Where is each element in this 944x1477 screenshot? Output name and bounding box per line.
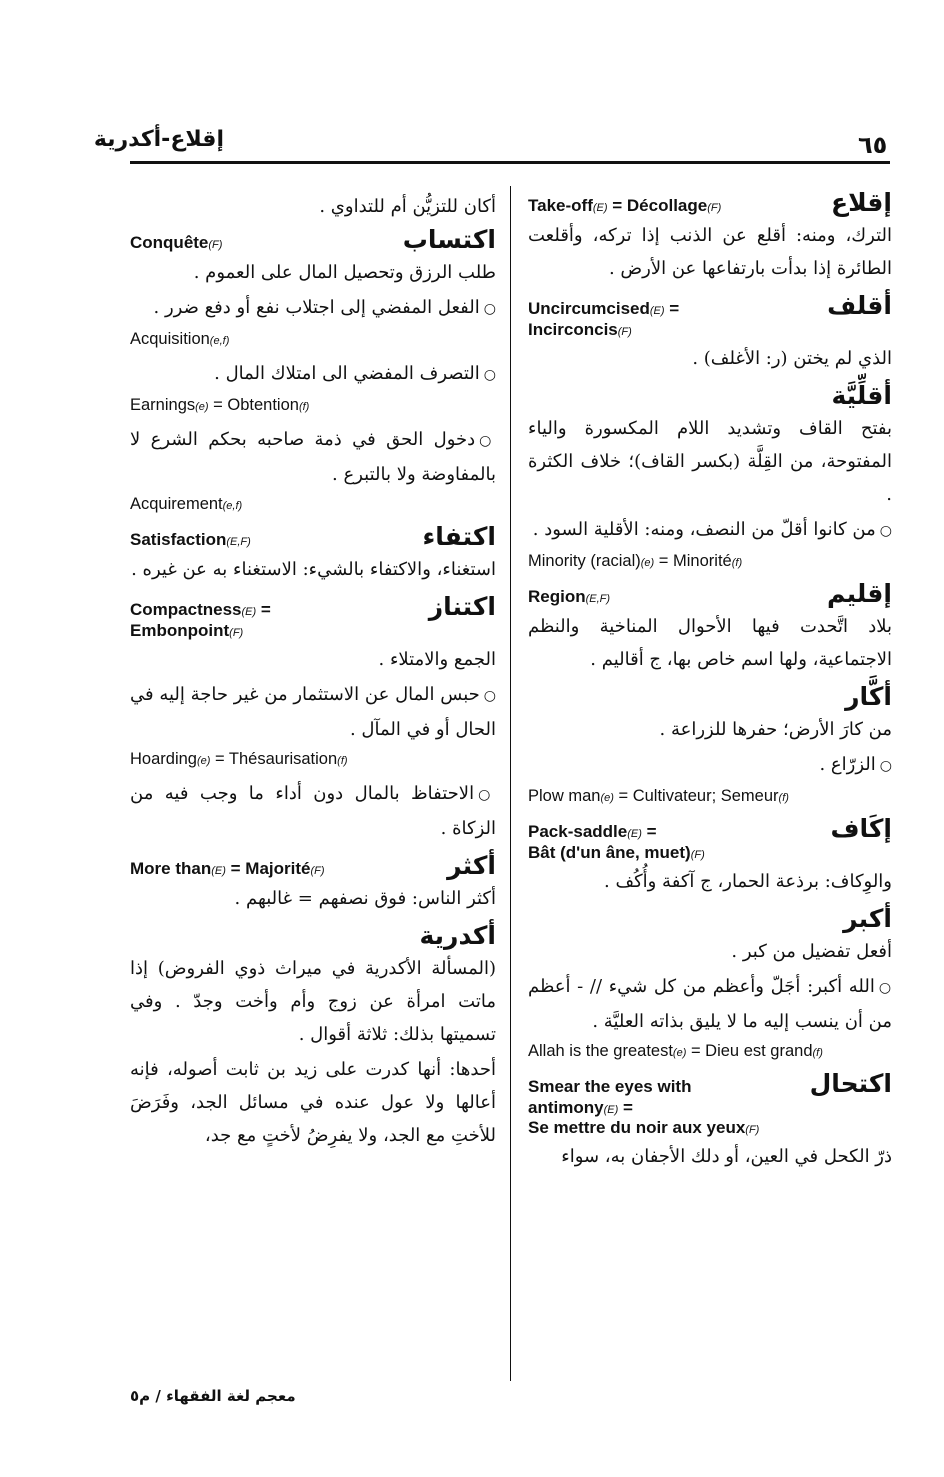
sub-definition: ○ الاحتفاظ بالمال دون أداء ما وجب فيه من الزكاة . [130,777,496,845]
latin-equivalent: Allah is the greatest(e) = Dieu est grand(f) [528,1042,823,1060]
header-rule [130,161,890,164]
entry-akbar [528,904,892,1061]
page-number: ٦٥ [858,131,888,159]
headword: أقلِّيَّة [831,381,892,410]
definition: من كارَ الأرض؛ حفرها للزراعة . [659,719,892,740]
entry-ikaf [528,814,892,898]
latin-term: Satisfaction(E,F) [130,530,251,549]
headword: اكتناز [428,592,496,621]
definition-continued: أحدها: أنها كدرت على زيد بن ثابت أصوله، فإنه أعالها ولا عول عنده في مسائل الجد، وفَرَضَ للأختِ مع الجد، ولا يفرِضُ لأختٍ مع جد، [130,1059,496,1146]
sub-definition: ○ حبس المال عن الاستثمار من غير حاجة إليه في الحال أو في المآل . [130,678,496,746]
entry-iktifa [130,522,496,586]
footer-signature: معجم لغة الفقهاء / م٥ [130,1387,296,1405]
definition: (المسألة الأكدرية في ميراث ذوي الفروض) إذا ماتت امرأة عن زوج وأم وأخت وجدّ . وفي تسميتها بذلك: ثلاثة أقوال . [130,958,496,1045]
sub-definition: ○ من كانوا أقلّ من النصف، ومنه: الأقلية السود . [528,513,892,548]
latin-term-2: Bât (d'un âne, muet)(F) [528,843,705,862]
latin-equivalent: Minority (racial)(e) = Minorité(f) [528,552,743,570]
latin-equivalent: Hoarding(e) = Thésaurisation(f) [130,750,348,768]
entry-iktisab [130,225,496,514]
latin-equivalent: Plow man(e) = Cultivateur; Semeur(f) [528,787,789,805]
headword: إقليم [827,579,892,608]
running-title: إقلاع-أكدرية [93,127,224,152]
definition: بفتح القاف وتشديد اللام المكسورة والياء المفتوحة، من القِلَّة (بكسر القاف)؛ خلاف الكثرة . [528,418,892,505]
left-column [130,188,496,1158]
latin-term: Uncircumcised(E) = [528,299,680,318]
sub-definition: ○ دخول الحق في ذمة صاحبه بحكم الشرع لا بالمفاوضة ولا بالتبرع . [130,423,496,491]
column-divider [510,186,511,1381]
latin-term: Pack-saddle(E) = [528,822,657,841]
headword: أكدرية [419,921,496,950]
latin-term-3: Se mettre du noir aux yeux(F) [528,1118,760,1137]
sub-definition: ○ الفعل المفضي إلى اجتلاب نفع أو دفع ضرر . [130,291,496,326]
headword: اكتفاء [422,522,496,551]
entry-aqalliyya [528,381,892,571]
latin-equivalent: Acquisition(e,f) [130,330,230,348]
latin-term-2: antimony(E) = [528,1098,633,1117]
latin-term: Smear the eyes with [528,1077,692,1096]
entry-akkar [528,682,892,806]
entry-iqlaa [528,188,892,285]
entry-akthar [130,851,496,915]
latin-equivalent: Earnings(e) = Obtention(f) [130,396,310,414]
definition: الذي لم يختن (ر: الأغلف) . [692,348,892,369]
entry-iktihal [528,1069,892,1173]
definition: ذرّ الكحل في العين، أو دلك الأجفان به، سواء [561,1146,892,1167]
headword: إقلاع [831,188,892,217]
entry-iqlim [528,579,892,676]
definition: أفعل تفضيل من كبر . [731,941,892,962]
definition: والوِكاف: برذعة الحمار، ج آكفة وأُكُف . [604,871,892,892]
headword: اكتساب [402,225,496,254]
definition: استغناء، والاكتفاء بالشيء: الاستغناء به عن غيره . [131,559,496,580]
definition: أكثر الناس: فوق نصفهم = غالبهم . [234,888,496,909]
headword: أكَّار [845,682,892,711]
latin-term: More than(E) = Majorité(F) [130,859,325,878]
headword: أكثر [447,851,496,880]
headword: إكَاف [830,814,892,843]
latin-term-2: Embonpoint(F) [130,621,244,640]
latin-term: Take-off(E) = Décollage(F) [528,196,722,215]
headword: اكتحال [809,1069,892,1098]
latin-term: Compactness(E) = [130,600,271,619]
right-column [528,188,892,1179]
latin-term: Conquête(F) [130,233,223,252]
definition: الترك، ومنه: أقلع عن الذنب إذا تركه، وأقلعت الطائرة إذا بدأت بارتفاعها عن الأرض . [528,225,892,279]
entry-akdariyya [130,921,496,1152]
sub-definition: ○ الزرّاع . [528,748,892,783]
definition: طلب الرزق وتحصيل المال على العموم . [193,262,496,283]
entry-iktinaz [130,592,496,845]
headword: أكبر [843,904,892,933]
headword: أقلف [827,291,892,320]
definition: بلاد اتَّحدت فيها الأحوال المناخية والنظم الاجتماعية، ولها اسم خاص بها، ج أقاليم . [528,616,892,670]
continued-text: أكان للتزيُّن أم للتداوي . [319,196,496,217]
latin-term-2: Incirconcis(F) [528,320,632,339]
definition: الجمع والامتلاء . [378,649,496,670]
latin-equivalent: Acquirement(e,f) [130,495,243,513]
latin-term: Region(E,F) [528,587,611,606]
entry-aqlaf [528,291,892,375]
sub-definition: ○ التصرف المفضي الى امتلاك المال . [130,357,496,392]
sub-definition: ○ الله أكبر: أجَلّ وأعظم من كل شيء // - أعظم من أن ينسب إليه ما لا يليق بذاته العليَّة . [528,970,892,1038]
